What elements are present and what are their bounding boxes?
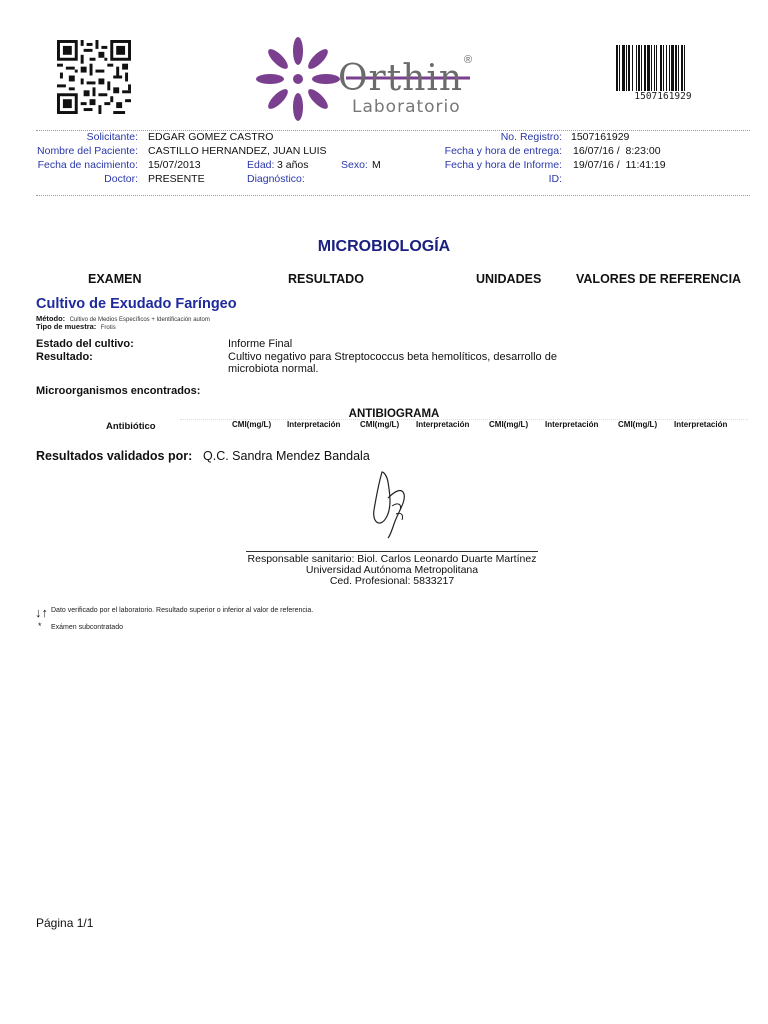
test-name: Cultivo de Exudado Faríngeo xyxy=(36,296,237,312)
col-resultado: RESULTADO xyxy=(288,272,364,286)
muestra-row xyxy=(36,320,116,333)
id-label: ID: xyxy=(548,173,562,185)
col-interp-1: Interpretación xyxy=(287,420,341,429)
metodo-label: Método: xyxy=(36,314,66,323)
solicitante-label: Solicitante: xyxy=(86,131,138,143)
validated-value: Q.C. Sandra Mendez Bandala xyxy=(203,449,370,463)
col-interp-4: Interpretación xyxy=(674,420,728,429)
sexo-label: Sexo: xyxy=(341,159,368,171)
metodo-value: Cultivo de Medios Específicos + Identificación autom xyxy=(69,317,210,323)
col-referencia: VALORES DE REFERENCIA xyxy=(576,272,742,286)
col-examen: EXAMEN xyxy=(88,272,142,286)
arrows-icon: ↓↑ xyxy=(35,605,48,620)
estado-label: Estado del cultivo: xyxy=(36,338,134,350)
resultado-line1: Cultivo negativo para Streptococcus beta hemolíticos, desarrollo de xyxy=(228,351,557,363)
nacimiento-label: Fecha de nacimiento: xyxy=(37,159,138,171)
sexo-value: M xyxy=(372,159,381,171)
responsible-line2: Universidad Autónoma Metropolitana xyxy=(305,564,479,576)
col-cmi-1: CMI(mg/L) xyxy=(232,420,272,429)
responsible-line3: Ced. Profesional: 5833217 xyxy=(329,575,455,587)
registered-mark: ® xyxy=(464,54,473,66)
edad-value: 3 años xyxy=(277,159,309,171)
responsible-line1: Responsable sanitario: Biol. Carlos Leonardo Duarte Martínez xyxy=(247,553,537,565)
solicitante-value: EDGAR GOMEZ CASTRO xyxy=(148,131,274,143)
informe-label: Fecha y hora de Informe: xyxy=(444,159,562,171)
paciente-value: CASTILLO HERNANDEZ, JUAN LUIS xyxy=(148,145,327,157)
star-note: Exámen subcontratado xyxy=(51,624,123,631)
signature-icon xyxy=(368,468,414,540)
paciente-label: Nombre del Paciente: xyxy=(37,145,138,157)
signature-line xyxy=(246,551,538,552)
divider-top xyxy=(36,130,750,131)
col-cmi-3: CMI(mg/L) xyxy=(489,420,529,429)
resultado-label: Resultado: xyxy=(36,351,93,363)
barcode-number: 1507161929 xyxy=(634,91,692,102)
entrega-value: 16/07/16 / 8:23:00 xyxy=(573,145,661,157)
diagnostico-label: Diagnóstico: xyxy=(247,173,305,185)
doctor-value: PRESENTE xyxy=(148,173,205,185)
muestra-label: Tipo de muestra: xyxy=(36,322,97,331)
doctor-label: Doctor: xyxy=(104,173,138,185)
col-interp-3: Interpretación xyxy=(545,420,599,429)
qr-code xyxy=(57,40,131,114)
muestra-value: Frotis xyxy=(100,325,116,331)
col-interp-2: Interpretación xyxy=(416,420,470,429)
section-title: MICROBIOLOGÍA xyxy=(317,238,451,255)
edad-label: Edad: xyxy=(247,159,275,171)
col-cmi-4: CMI(mg/L) xyxy=(618,420,658,429)
star-icon: * xyxy=(38,621,42,631)
page-number: Página 1/1 xyxy=(36,916,94,930)
validated-label: Resultados validados por: xyxy=(36,449,193,463)
registro-label: No. Registro: xyxy=(500,131,562,143)
antibiograma-title: ANTIBIOGRAMA xyxy=(348,408,440,420)
logo-text: Orthin xyxy=(338,58,464,99)
nacimiento-value: 15/07/2013 xyxy=(148,159,201,171)
estado-value: Informe Final xyxy=(228,338,293,350)
logo-subtext: Laboratorio xyxy=(352,97,461,117)
col-antibiotico: Antibiótico xyxy=(106,421,156,432)
entrega-label: Fecha y hora de entrega: xyxy=(444,145,562,157)
col-unidades: UNIDADES xyxy=(476,272,542,286)
divider-bottom xyxy=(36,195,750,196)
arrows-note: Dato verificado por el laboratorio. Resultado superior o inferior al valor de referencia. xyxy=(51,607,314,614)
col-cmi-2: CMI(mg/L) xyxy=(360,420,400,429)
registro-value: 1507161929 xyxy=(571,131,630,143)
resultado-line2: microbiota normal. xyxy=(228,363,319,375)
barcode-icon xyxy=(616,45,710,91)
informe-value: 19/07/16 / 11:41:19 xyxy=(573,159,666,171)
micro-label: Microorganismos encontrados: xyxy=(36,385,201,397)
